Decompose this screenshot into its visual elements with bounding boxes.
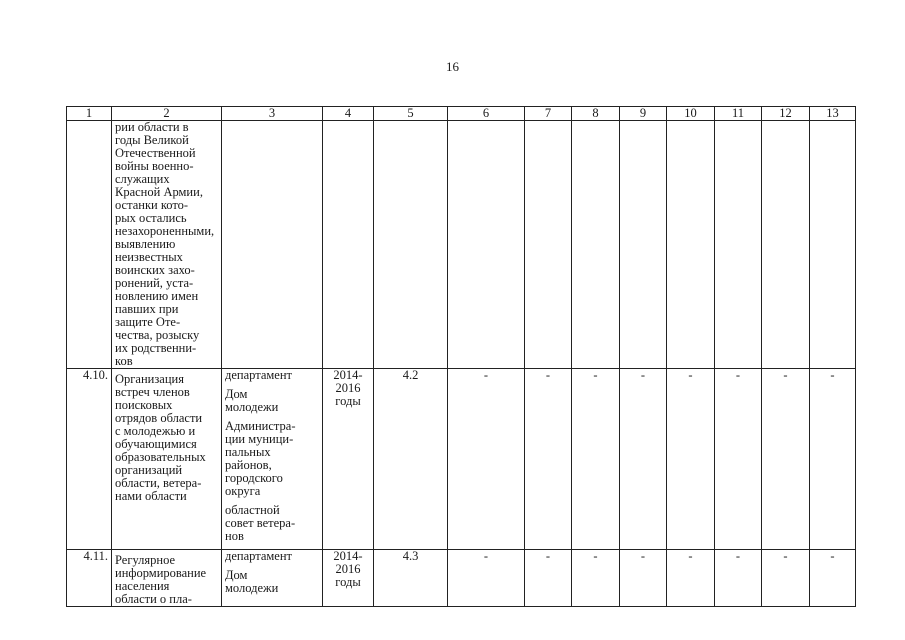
header-cell: 4 (323, 107, 374, 121)
header-cell: 5 (374, 107, 448, 121)
executor: департамент (225, 549, 293, 563)
value-cell: - (715, 550, 762, 607)
item-number: 4.11. (67, 550, 112, 607)
period-cell (323, 121, 374, 369)
item-number (67, 121, 112, 369)
value-cell: - (762, 369, 810, 550)
value-cell: - (572, 550, 620, 607)
value-cell (572, 121, 620, 369)
value-cell (667, 121, 715, 369)
value-cell: - (525, 550, 572, 607)
value-cell (810, 121, 856, 369)
header-cell: 11 (715, 107, 762, 121)
header-cell: 12 (762, 107, 810, 121)
header-row (67, 107, 856, 121)
ref-cell: 4.3 (374, 550, 448, 607)
value-cell: - (572, 369, 620, 550)
value-cell (715, 121, 762, 369)
table-row (67, 550, 856, 607)
value-cell: - (620, 369, 667, 550)
item-description: Организация встреч членов поисковых отрядов области с молодежью и обучающимися образовательных организаций области, ветера- нами области (112, 369, 222, 550)
executor: областной совет ветера- нов (225, 503, 296, 543)
executors-cell (222, 369, 323, 550)
header-cell: 6 (448, 107, 525, 121)
header-cell: 3 (222, 107, 323, 121)
value-cell: - (525, 369, 572, 550)
header-cell: 8 (572, 107, 620, 121)
executor: Дом молодежи (225, 387, 279, 414)
value-cell (620, 121, 667, 369)
value-cell (525, 121, 572, 369)
ref-cell: 4.2 (374, 369, 448, 550)
value-cell: - (667, 369, 715, 550)
ref-cell (374, 121, 448, 369)
period-cell: 2014- 2016 годы (323, 369, 374, 550)
item-description: рии области в годы Великой Отечественной войны военно- служащих Красной Армии, останки кото- рых остались незахороненными, выявлению неизвестных воинских захо- ронений, уста- новлению имен павших при защите Оте- чества, розыску их родственни- ков (112, 121, 222, 369)
header-cell: 9 (620, 107, 667, 121)
value-cell: - (667, 550, 715, 607)
header-cell: 13 (810, 107, 856, 121)
executor: Администра- ции муници- пальных районов, городского округа (225, 419, 296, 498)
executor: Дом молодежи (225, 568, 279, 595)
value-cell (448, 121, 525, 369)
header-cell: 7 (525, 107, 572, 121)
value-cell: - (448, 369, 525, 550)
value-cell: - (762, 550, 810, 607)
table-row (67, 121, 856, 369)
header-cell: 1 (67, 107, 112, 121)
value-cell: - (715, 369, 762, 550)
value-cell: - (810, 369, 856, 550)
value-cell: - (448, 550, 525, 607)
executors-cell (222, 121, 323, 369)
program-table (66, 106, 856, 607)
value-cell: - (810, 550, 856, 607)
header-cell: 10 (667, 107, 715, 121)
item-number: 4.10. (67, 369, 112, 550)
period-cell: 2014- 2016 годы (323, 550, 374, 607)
value-cell: - (620, 550, 667, 607)
executors-cell (222, 550, 323, 607)
header-cell: 2 (112, 107, 222, 121)
executor: департамент (225, 368, 293, 382)
table-row (67, 369, 856, 550)
page-number: 16 (446, 59, 459, 74)
item-description: Регулярное информирование населения области о пла- (112, 550, 222, 607)
value-cell (762, 121, 810, 369)
